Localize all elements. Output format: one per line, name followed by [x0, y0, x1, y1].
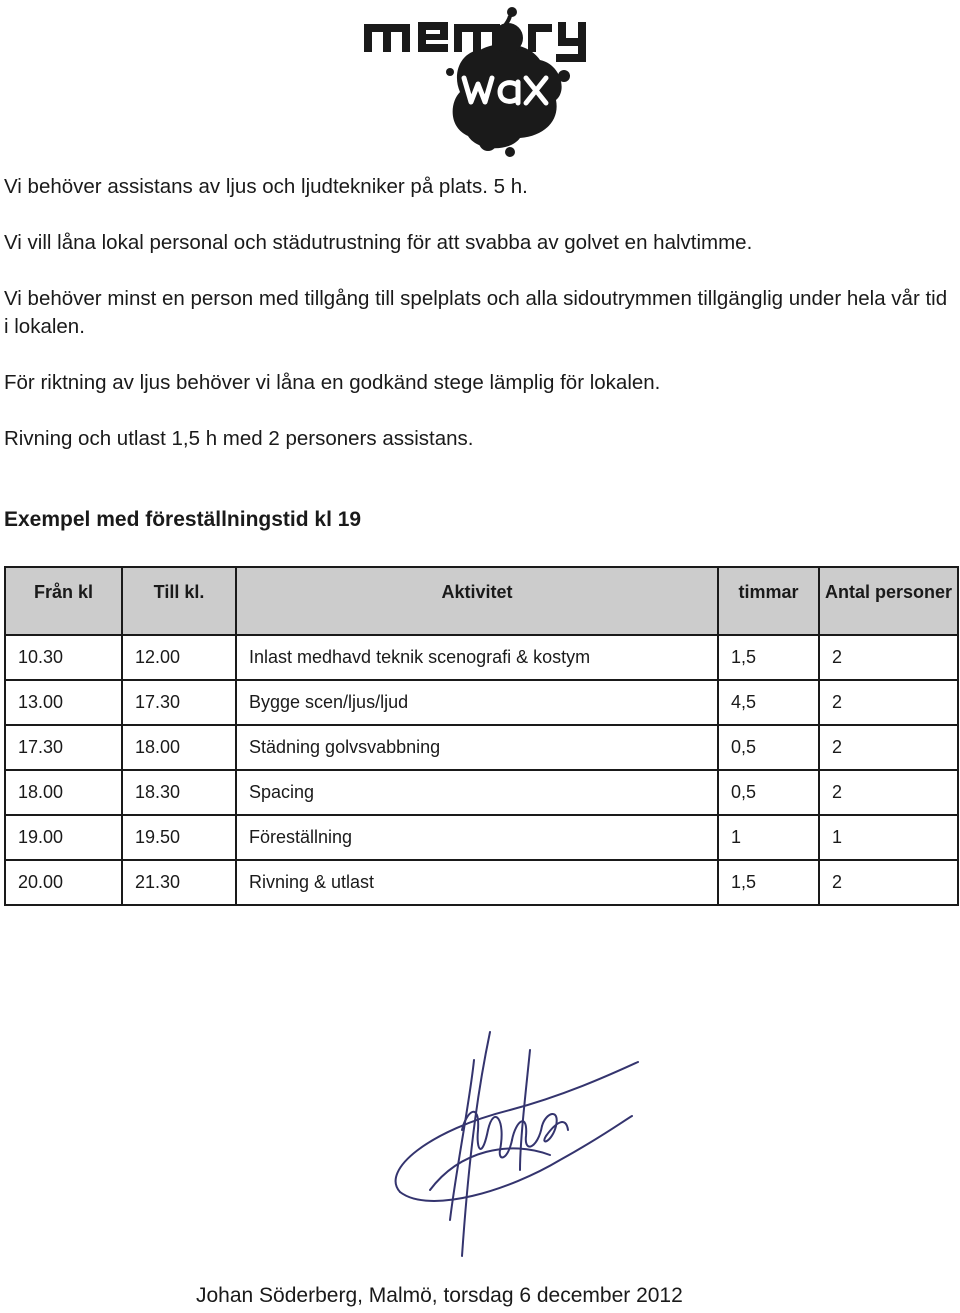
cell-hours: 1,5: [718, 635, 819, 680]
cell-activity: Spacing: [236, 770, 718, 815]
cell-hours: 4,5: [718, 680, 819, 725]
header-from: Från kl: [5, 567, 122, 635]
cell-activity: Rivning & utlast: [236, 860, 718, 905]
table-row: [5, 770, 958, 815]
cell-persons: 2: [819, 770, 958, 815]
cell-persons: 2: [819, 860, 958, 905]
header-to: Till kl.: [122, 567, 236, 635]
paragraph-cleaning: Vi vill låna lokal personal och städutrustning för att svabba av golvet en halvtimme.: [4, 231, 753, 254]
cell-persons: 1: [819, 815, 958, 860]
paragraph-teardown: Rivning och utlast 1,5 h med 2 personers assistans.: [4, 427, 474, 450]
paragraph-access: Vi behöver minst en person med tillgång till spelplats och alla sidoutrymmen tillgänglig under hela vår tid i lokalen.: [4, 287, 948, 338]
table-row: [5, 815, 958, 860]
cell-from: 17.30: [5, 725, 122, 770]
cell-from: 18.00: [5, 770, 122, 815]
table-row: [5, 680, 958, 725]
cell-hours: 1: [718, 815, 819, 860]
header-persons: Antal personer: [819, 567, 958, 635]
cell-to: 21.30: [122, 860, 236, 905]
cell-from: 20.00: [5, 860, 122, 905]
cell-hours: 0,5: [718, 770, 819, 815]
cell-persons: 2: [819, 635, 958, 680]
paragraph-ladder: För riktning av ljus behöver vi låna en godkänd stege lämplig för lokalen.: [4, 371, 661, 394]
table-header-row: [5, 567, 958, 635]
cell-hours: 1,5: [718, 860, 819, 905]
header-hours: timmar: [718, 567, 819, 635]
table-row: [5, 635, 958, 680]
cell-to: 18.30: [122, 770, 236, 815]
footer-signature-line: Johan Söderberg, Malmö, torsdag 6 december 2012: [196, 1284, 683, 1307]
cell-to: 12.00: [122, 635, 236, 680]
cell-hours: 0,5: [718, 725, 819, 770]
schedule-table: [4, 566, 959, 906]
logo-ink-splat-icon: [360, 2, 620, 162]
paragraph-assistance: Vi behöver assistans av ljus och ljudtekniker på plats. 5 h.: [4, 175, 528, 198]
cell-activity: Föreställning: [236, 815, 718, 860]
cell-persons: 2: [819, 725, 958, 770]
cell-activity: Städning golvsvabbning: [236, 725, 718, 770]
signature: [370, 1020, 650, 1260]
signature-icon: [370, 1020, 650, 1260]
cell-from: 13.00: [5, 680, 122, 725]
memory-wax-logo: [360, 2, 620, 162]
table-row: [5, 725, 958, 770]
schedule-heading: Exempel med föreställningstid kl 19: [4, 508, 362, 531]
table-row: [5, 860, 958, 905]
cell-to: 19.50: [122, 815, 236, 860]
cell-persons: 2: [819, 680, 958, 725]
cell-from: 10.30: [5, 635, 122, 680]
header-activity: Aktivitet: [236, 567, 718, 635]
cell-activity: Inlast medhavd teknik scenografi & kostym: [236, 635, 718, 680]
cell-to: 18.00: [122, 725, 236, 770]
cell-from: 19.00: [5, 815, 122, 860]
cell-activity: Bygge scen/ljus/ljud: [236, 680, 718, 725]
cell-to: 17.30: [122, 680, 236, 725]
